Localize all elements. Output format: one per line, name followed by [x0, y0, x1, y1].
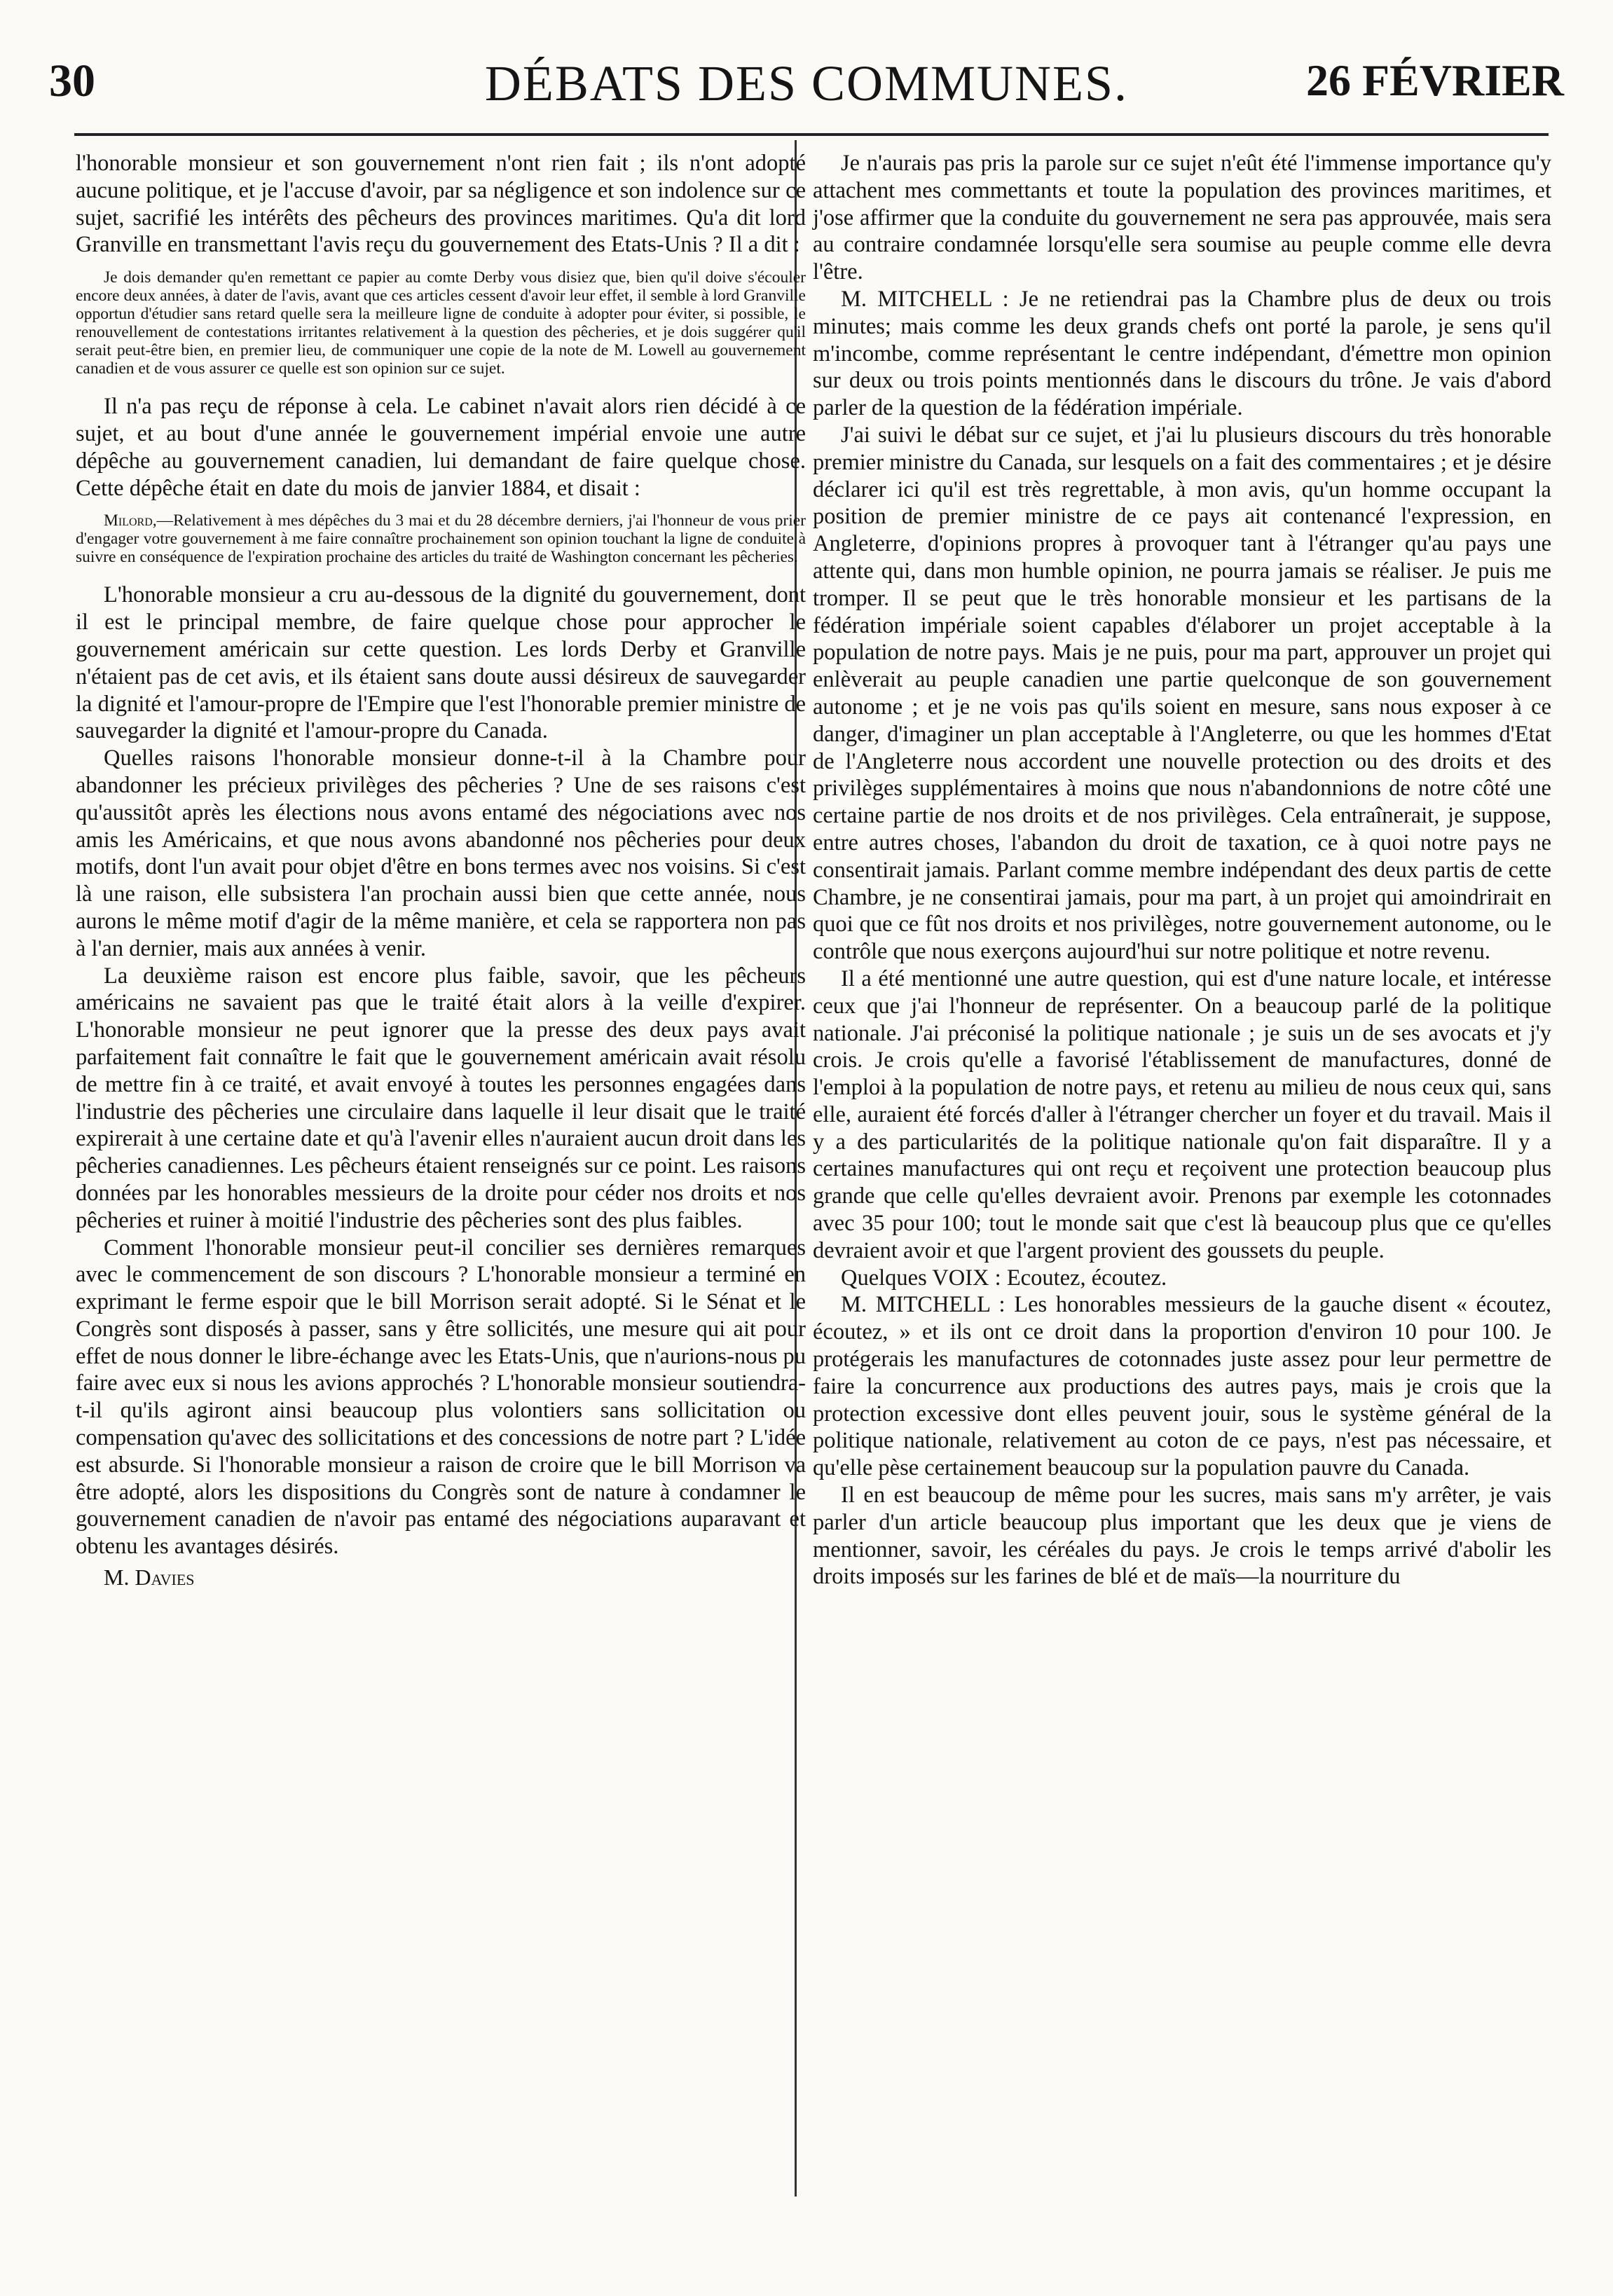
left-column: [76, 150, 806, 1590]
paragraph: Je n'aurais pas pris la parole sur ce sujet n'eût été l'immense importance qu'y attachent mes commettants et toute la population des provinces maritimes, et j'ose affirmer que la conduite du gouvernement ne sera pas approuvée, mais sera au contraire condamnée lorsqu'elle sera soumise au peuple comme elle devra l'être.: [813, 151, 1551, 285]
page-number: 30: [49, 55, 95, 106]
speech-text: Les honorables messieurs de la gauche disent « écoutez, écoutez, » et ils ont ce droit dans la proportion d'environ 10 pour 100. Je protégerais les manufactures de cotonnades juste assez pour leur permettre de faire la concurrence aux productions des autres pays, mais je crois que la protection excessive dont elles peuvent jouir, sous le système général de la politique nationale, relativement au coton de ce pays, n'est pas nécessaire, et qu'elle pèse certainement beaucoup sur la population pauvre du Canada.: [813, 1292, 1552, 1481]
speaker-name: Quelques VOIX :: [841, 1265, 1001, 1291]
speaker-signature: M. Davies: [104, 1565, 195, 1590]
paragraph: Il n'a pas reçu de réponse à cela. Le cabinet n'avait alors rien décidé à ce sujet, et au bout d'une année le gouvernement impérial envoie une autre dépêche au gouvernement canadien, lui demandant de faire quelque chose. Cette dépêche était en date du mois de janvier 1884, et disait :: [76, 394, 806, 501]
speech-paragraph: [813, 1265, 1551, 1292]
quote-text: —Relativement à mes dépêches du 3 mai et du 28 décembre derniers, j'ai l'honneur de vous prier d'engager votre gouvernement à me faire connaître prochainement son opinion touchant la ligne de conduite à suivre en conséquence de l'expiration prochaine des articles du traité de Washington concernant les pêcheries.: [76, 511, 806, 567]
paragraph: L'honorable monsieur a cru au-dessous de la dignité du gouvernement, dont il est le principal membre, de faire quelque chose pour approcher le gouvernement américain sur cette question. Les lords Derby et Granville n'étaient pas de cet avis, et ils étaient sans doute aussi désireux de sauvegarder la dignité et l'amour-propre de l'Empire que l'est l'honorable premier ministre de sauvegarder la dignité et l'amour-propre du Canada.: [76, 582, 806, 744]
speech-text: Ecoutez, écoutez.: [1001, 1265, 1167, 1291]
paragraph: Quelles raisons l'honorable monsieur donne-t-il à la Chambre pour abandonner les précieux privilèges des pêcheries ? Une de ses raisons c'est qu'aussitôt après les élections nous avons entamé des négociations avec nos amis les Américains, et que nous avons abandonné nos pêcheries pour deux motifs, dont l'un avait pour objet d'être en bons termes avec nos voisins. Si c'est là une raison, elle subsistera l'an prochain aussi bien que cette année, nous aurons le même motif d'agir de la même manière, et cela se rapportera non pas à l'an dernier, mais aux années à venir.: [76, 745, 806, 961]
block-quote: [76, 511, 806, 566]
speech-paragraph: [813, 1291, 1551, 1482]
paragraph: La deuxième raison est encore plus faible, savoir, que les pêcheurs américains ne savaient pas que le traité était alors à la veille d'expirer. L'honorable monsieur ne peut ignorer que la presse des deux pays avait parfaitement fait connaître le fait que le gouvernement américain avait résolu de mettre fin à ce traité, et avait envoyé à toutes les personnes engagées dans l'industrie des pêcheries une circulaire dans laquelle il leur disait que le traité expirerait à une certaine date et qu'à l'avenir elles n'auraient aucun droit dans les pêcheries canadiennes. Les pêcheurs étaient renseignés sur ce point. Les raisons données par les honorables messieurs de la droite pour céder nos droits et nos pêcheries et ruiner à moitié l'industrie des pêcheries sont des plus faibles.: [76, 963, 806, 1233]
speech-paragraph: [813, 286, 1551, 422]
speaker-name: M. MITCHELL :: [841, 1292, 1005, 1318]
speaker-name: M. MITCHELL :: [841, 286, 1009, 312]
block-quote: Je dois demander qu'en remettant ce papier au comte Derby vous disiez que, bien qu'il doive s'écouler encore deux années, à dater de l'avis, avant que ces articles cessent d'avoir leur effet, il semble à lord Granville opportun d'étudier sans retard quelle sera la meilleure ligne de conduite à adopter pour éviter, si possible, le renouvellement de contestations irritantes relativement à la question des pêcheries, et je dois suggérer qu'il serait peut-être bien, en premier lieu, de communiquer une copie de la note de M. Lowell au gouvernement canadien et de vous assurer ce quelle est son opinion sur ce sujet.: [76, 268, 806, 378]
paragraph: Il en est beaucoup de même pour les sucres, mais sans m'y arrêter, je vais parler d'un article beaucoup plus important que les deux que je viens de mentionner, savoir, les céréales du pays. Je crois le temps arrivé d'abolir les droits imposés sur les farines de blé et de maïs—la nourriture du: [813, 1483, 1551, 1590]
quote-salutation: Milord,: [104, 511, 157, 530]
paragraph: Comment l'honorable monsieur peut-il concilier ses dernières remarques avec le commencement de son discours ? L'honorable monsieur a terminé en exprimant le ferme espoir que le bill Morrison serait adopté. Si le Sénat et le Congrès sont disposés à passer, sans y être sollicités, une mesure qui ait pour effet de nous donner le libre-échange avec les Etats-Unis, que n'aurions-nous pu faire avec eux si nous les avions approchés ? L'honorable monsieur soutiendra-t-il qu'ils agiront ainsi beaucoup plus volontiers sans sollicitation ou compensation qu'avec des sollicitations et des concessions de notre part ? L'idée est absurde. Si l'honorable monsieur a raison de croire que le bill Morrison va être adopté, alors les dispositions du Congrès sont de nature à condamner le gouvernement canadien de n'avoir pas entamé des négociations auparavant et obtenu les avantages désirés.: [76, 1235, 806, 1560]
header-date: 26 FÉVRIER: [1305, 55, 1564, 105]
header-rule: [74, 133, 1549, 136]
paragraph: J'ai suivi le débat sur ce sujet, et j'ai lu plusieurs discours du très honorable premier ministre du Canada, sur lesquels on a fait des commentaires ; et je désire déclarer ici qu'il est très regrettable, à mon avis, qu'un homme occupant la position de premier ministre de ce pays ait contenancé l'expression, en Angleterre, d'opinions propres à provoquer tant à l'étranger qu'au pays une attente qui, dans mon humble opinion, ne pourra jamais se réaliser. Je puis me tromper. Il se peut que le très honorable monsieur et les partisans de la fédération impériale soient capables d'élaborer un projet acceptable à la population de notre pays. Mais je ne puis, pour ma part, approuver un projet qui enlèverait au peuple canadien une partie quelconque de son gouvernement autonome ; et je ne vois pas qu'ils soient en mesure, sans nous exposer à ce danger, d'imaginer un plan acceptable à l'Angleterre, ou que les hommes d'Etat de l'Angleterre nous accordent une nouvelle protection ou des droits et des privilèges supplémentaires à moins que nous n'abandonnions de notre côté une certaine partie de nos droits et de nos privilèges. Cela entraînerait, je suppose, entre autres choses, l'abandon du droit de taxation, ce à quoi notre pays ne consentirait jamais. Parlant comme membre indépendant des deux partis de cette Chambre, je ne consentirai jamais, pour ma part, à un projet qui amoindrirait en quoi que ce fût nos droits et nos privilèges, notre gouvernement autonome, ou le contrôle que nous exerçons aujourd'hui sur notre politique et notre revenu.: [813, 422, 1551, 965]
speech-text: Je ne retiendrai pas la Chambre plus de deux ou trois minutes; mais comme les deux grands chefs ont porté la parole, je sens qu'il m'incombe, comme représentant le centre indépendant, d'émettre mon opinion sur deux ou trois points mentionnés dans le discours du trône. Je vais d'abord parler de la question de la fédération impériale.: [813, 286, 1551, 421]
publication-title: DÉBATS DES COMMUNES.: [484, 55, 1129, 111]
running-header: [49, 55, 1564, 132]
paragraph: Il a été mentionné une autre question, qui est d'une nature locale, et intéresse ceux que j'ai l'honneur de représenter. On a beaucoup parlé de la politique nationale. J'ai préconisé la politique nationale ; je suis un de ses avocats et j'y crois. Je crois qu'elle a favorisé l'établissement de manufactures, donné de l'emploi à la population de notre pays, et retenu au milieu de nous ceux qui, sans elle, auraient été forcés d'aller à l'étranger chercher un foyer et du travail. Mais il y a des particularités de la politique nationale qu'on fait disparaître. Il y a certaines manufactures qui ont reçu et reçoivent une protection beaucoup plus grande que celle qu'elles devraient avoir. Prenons par exemple les cotonnades avec 35 pour 100; tout le monde sait que c'est là beaucoup plus que ce qu'elles devraient avoir et que l'argent provient des goussets du peuple.: [813, 965, 1551, 1263]
right-column: [813, 150, 1551, 1590]
paragraph: l'honorable monsieur et son gouvernement n'ont rien fait ; ils n'ont adopté aucune politique, et je l'accuse d'avoir, par sa négligence et son indolence sur ce sujet, sacrifié les intérêts des pêcheurs des provinces maritimes. Qu'a dit lord Granville en transmettant l'avis reçu du gouvernement des Etats-Unis ? Il a dit :: [76, 151, 806, 258]
